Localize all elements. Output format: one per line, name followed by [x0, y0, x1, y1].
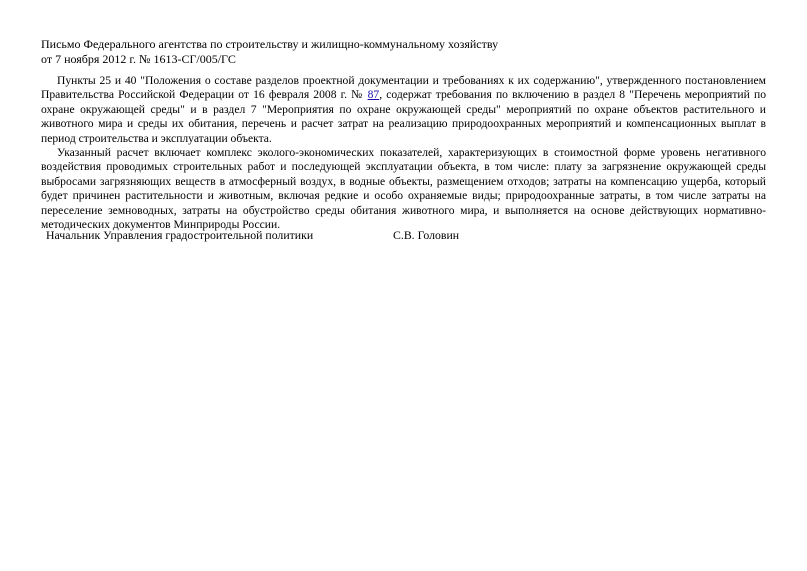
document-body — [41, 74, 766, 232]
document-header — [41, 37, 498, 67]
signatory-position: Начальник Управления градостроительной политики — [46, 228, 314, 242]
paragraph-1-text-before-link: Пункты 25 и 40 "Положения о составе разделов проектной документации и требованиях к их содержанию", утвержденного постановлением Правительства Российской Федерации от 16 февраля 2008 г. № — [41, 74, 766, 102]
paragraph-1 — [41, 74, 766, 146]
document-date-number: от 7 ноября 2012 г. № 1613-СГ/005/ГС — [41, 52, 236, 66]
paragraph-2: Указанный расчет включает комплекс эколого-экономических показателей, характеризующих в стоимостной форме уровень негативного воздействия проводимых строительных работ и последующей эксплуатации объекта, в том числе: плату за загрязнение окружающей среды выбросами загрязняющих веществ в атмосферный воздух, в водные объекты, размещением отходов; затраты на компенсацию ущерба, который будет причинен растительности и животным, включая редкие и особо охраняемые виды; природоохранные затраты, в том числе затраты на переселение земноводных, затраты на обустройство среды обитания животного мира, и выполняется на основе действующих нормативно-методических документов Минприроды России. — [41, 146, 766, 232]
paragraph-1-text-after-link: , содержат требования по включению в раздел 8 "Перечень мероприятий по охране окружающей среды" и в раздел 7 "Мероприятия по охране окружающей среды" мероприятий по охране объектов растительного и животного мира и среды их обитания, перечень и расчет затрат на реализацию природоохранных мероприятий и компенсационных выплат в период строительства и эксплуатации объекта. — [41, 88, 766, 145]
resolution-number-link[interactable]: 87 — [367, 88, 380, 102]
document-title: Письмо Федерального агентства по строительству и жилищно-коммунальному хозяйству — [41, 37, 499, 51]
signatory-name: С.В. Головин — [393, 228, 460, 242]
